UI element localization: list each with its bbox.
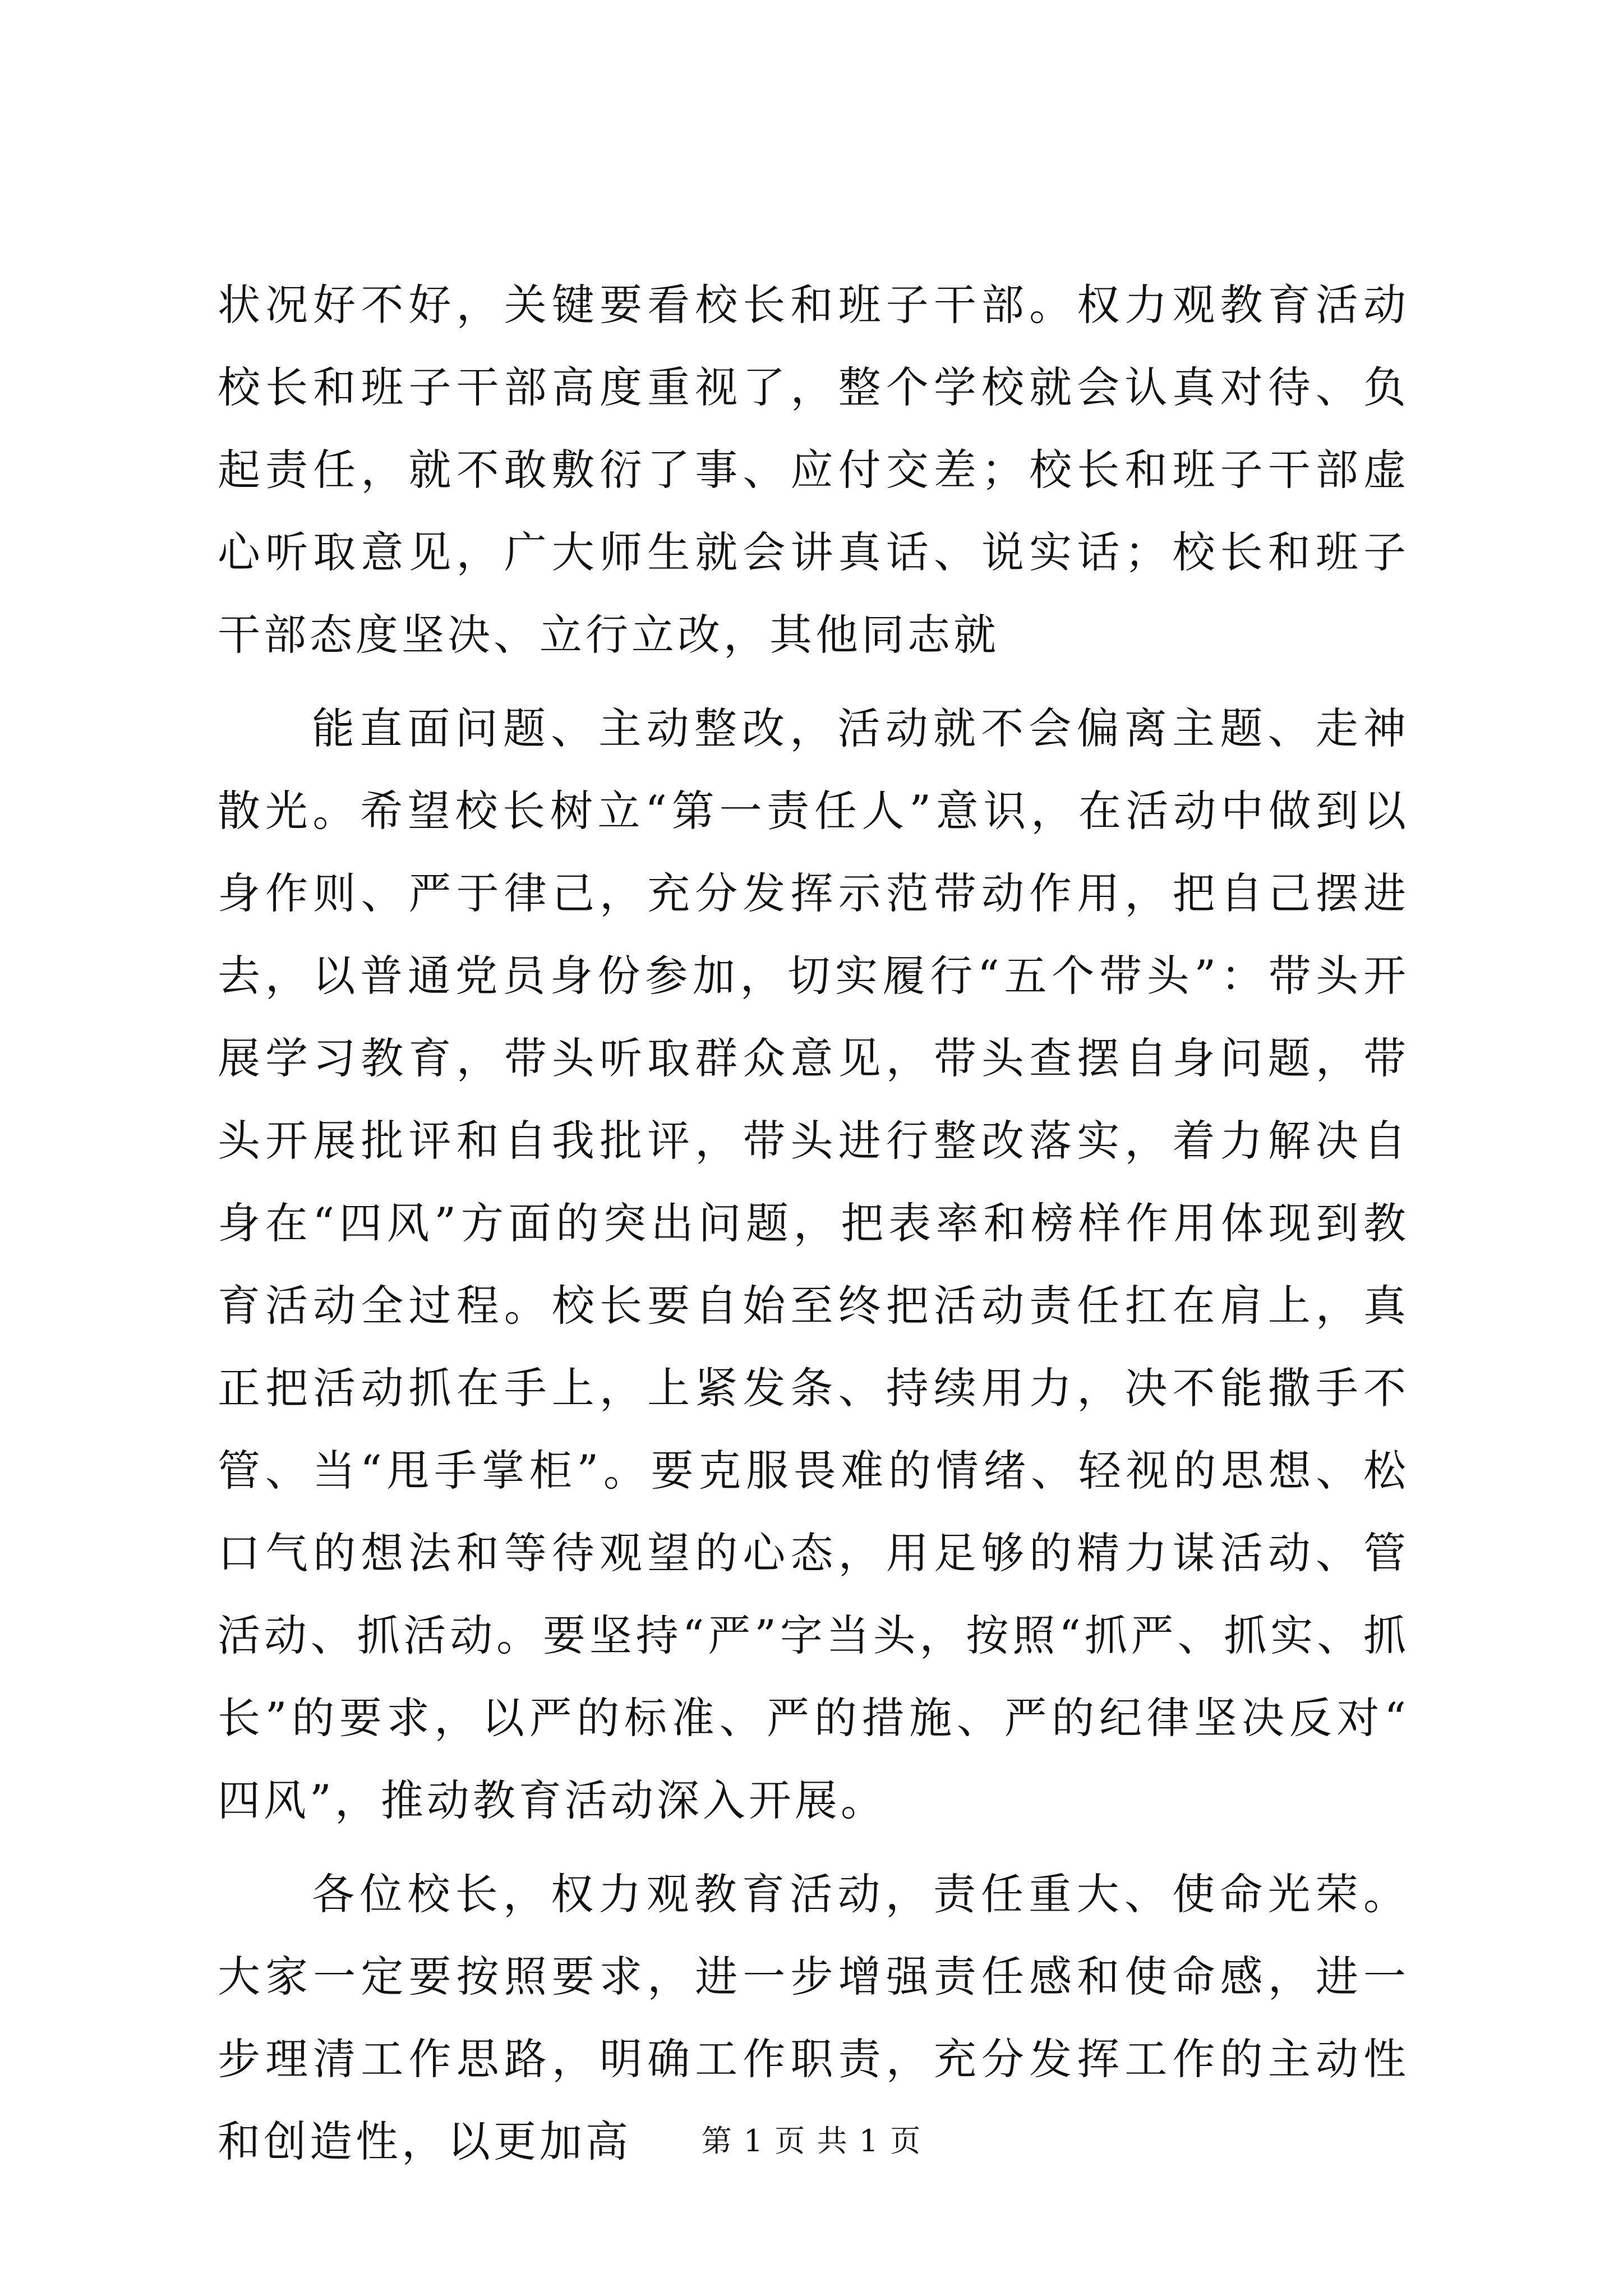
- page-number-footer: 第 1 页 共 1 页: [701, 2123, 922, 2159]
- paragraph-first-responsibility: 能直面问题、主动整改，活动就不会偏离主题、走神散光。希望校长树立“第一责任人”意识，在活动中做到以身作则、严于律己，充分发挥示范带动作用，把自己摆进去，以普通党员身份参加，切实履行“五个带头”：带头开展学习教育，带头听取群众意见，带头查摆自身问题，带头开展批评和自我批评，带头进行整改落实，着力解决自身在“四风”方面的突出问题，把表率和榜样作用体现到教育活动全过程。校长要自始至终把活动责任扛在肩上，真正把活动抓在手上，上紧发条、持续用力，决不能撒手不管、当“甩手掌柜”。要克服畏难的情绪、轻视的思想、松口气的想法和等待观望的心态，用足够的精力谋活动、管活动、抓活动。要坚持“严”字当头，按照“抓严、抓实、抓长”的要求，以严的标准、严的措施、严的纪律坚决反对“四风”，推动教育活动深入开展。: [218, 703, 1409, 1825]
- document-body: [218, 264, 1409, 2183]
- paragraph-closing: 各位校长，权力观教育活动，责任重大、使命光荣。大家一定要按照要求，进一步增强责任感和使命感，进一步理清工作思路，明确工作职责，充分发挥工作的主动性和创造性，以更加高: [218, 1869, 1409, 2166]
- paragraph-continuation: 状况好不好，关键要看校长和班子干部。权力观教育活动校长和班子干部高度重视了，整个学校就会认真对待、负起责任，就不敢敷衍了事、应付交差；校长和班子干部虚心听取意见，广大师生就会讲真话、说实话；校长和班子干部态度坚决、立行立改，其他同志就: [218, 280, 1409, 660]
